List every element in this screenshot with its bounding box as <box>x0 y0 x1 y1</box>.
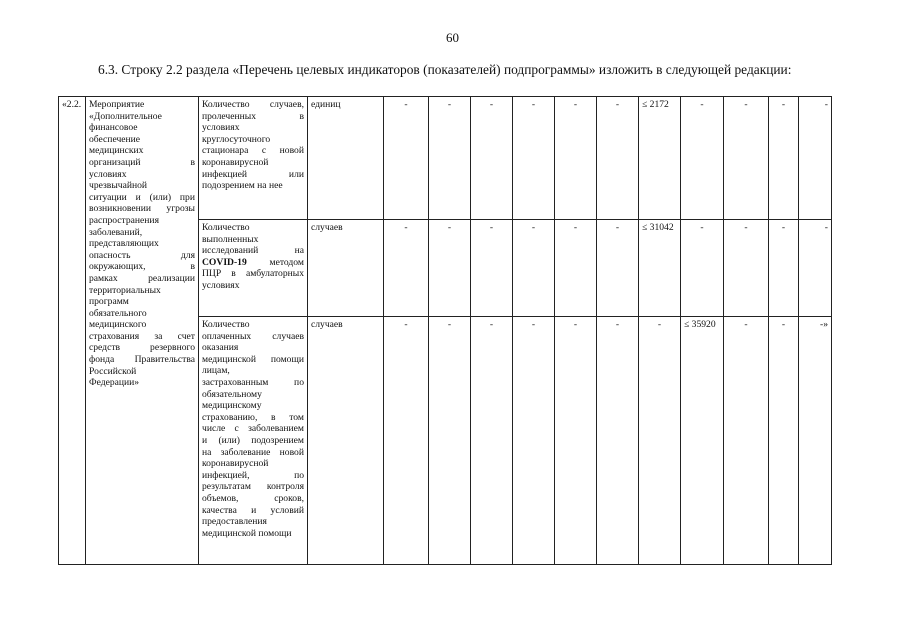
page-number: 60 <box>446 30 459 45</box>
value-cell: - <box>555 220 597 317</box>
value-cell: - <box>384 97 429 220</box>
text-line: Количество <box>202 222 250 233</box>
text-line: лицам, <box>202 365 230 377</box>
text-line: Количество случаев, <box>202 99 304 110</box>
text-line: объемов, сроков, <box>202 492 304 504</box>
text-line: COVID-19 методом <box>202 256 304 268</box>
text-line: рамках реализации <box>89 272 195 284</box>
intro-paragraph: 6.3. Строку 2.2 раздела «Перечень целевых индикаторов (показателей) подпрограммы» изложить в следующей редакции: <box>98 62 792 77</box>
table-row <box>59 97 868 220</box>
value-cell: -» <box>799 317 832 565</box>
value-cell: - <box>724 317 769 565</box>
value-cell: - <box>471 220 513 317</box>
value-cell: - <box>555 317 597 565</box>
text-line: страхованию, в том <box>202 411 304 423</box>
value-cell: - <box>724 97 769 220</box>
text-line: организаций в <box>89 156 195 168</box>
text-line: инфекцией или <box>202 168 304 180</box>
value-cell: - <box>384 317 429 565</box>
value-cell: - <box>681 220 724 317</box>
text-line: Количество <box>202 319 250 330</box>
text-line: медицинского <box>89 319 147 331</box>
text-line: заболеваний, <box>89 226 143 238</box>
text-line: условиях <box>202 279 240 291</box>
value-cell: - <box>384 220 429 317</box>
text-line: условиях <box>89 168 127 180</box>
unit-cell: случаев <box>308 220 384 317</box>
text-line: опасность для <box>89 249 195 261</box>
text-line: финансовое <box>89 122 138 134</box>
text-line: предоставления <box>202 516 267 528</box>
text-line: оказания <box>202 342 239 354</box>
indicator-table <box>58 96 868 565</box>
row-number-cell: «2.2. <box>59 97 86 565</box>
value-cell: - <box>471 97 513 220</box>
text-line: медицинской помощи <box>202 527 292 539</box>
text-line: выполненных <box>202 233 259 245</box>
text-line: оплаченных случаев <box>202 330 304 342</box>
text-line: обеспечение <box>89 133 141 145</box>
text-line: окружающих, в <box>89 261 195 273</box>
text-line: распространения <box>89 214 159 226</box>
value-cell: - <box>769 97 799 220</box>
text-line: результатам контроля <box>202 481 304 493</box>
value-cell: ≤ 31042 <box>639 220 681 317</box>
activity-name-cell <box>86 97 199 565</box>
text-line: территориальных <box>89 284 161 296</box>
value-cell: - <box>724 220 769 317</box>
text-line: обязательного <box>89 307 147 319</box>
value-cell: - <box>429 317 471 565</box>
value-cell: - <box>769 317 799 565</box>
text-line: исследований на <box>202 245 304 257</box>
text-line: ПЦР в амбулаторных <box>202 268 304 280</box>
covid-term: COVID-19 <box>202 256 247 268</box>
value-cell: - <box>429 220 471 317</box>
text-line: программ <box>89 296 129 308</box>
text-line: обязательному <box>202 388 262 400</box>
text-line: качества и условий <box>202 504 304 516</box>
text-line: «Дополнительное <box>89 110 162 122</box>
value-cell: - <box>639 317 681 565</box>
value-cell: - <box>597 317 639 565</box>
text-line: коронавирусной <box>202 156 269 168</box>
value-cell: - <box>681 97 724 220</box>
value-cell: - <box>513 317 555 565</box>
value-cell: - <box>597 97 639 220</box>
text-line: Федерации» <box>89 377 140 389</box>
text-line: на заболевание новой <box>202 446 304 458</box>
text-line: возникновении угрозы <box>89 203 195 215</box>
value-cell: - <box>513 220 555 317</box>
value-cell: - <box>769 220 799 317</box>
text-line: медицинской помощи <box>202 353 304 365</box>
text-line: условиях <box>202 122 240 134</box>
value-cell: ≤ 35920 <box>681 317 724 565</box>
text-line: стационара с новой <box>202 145 304 157</box>
text-line: и (или) подозрением <box>202 434 304 446</box>
text-line: застрахованным по <box>202 376 304 388</box>
value-cell: - <box>555 97 597 220</box>
indicator-name-cell <box>199 317 308 565</box>
value-cell: - <box>597 220 639 317</box>
text-line: чрезвычайной <box>89 180 148 192</box>
text-line: ситуации и (или) при <box>89 191 195 203</box>
value-cell: - <box>799 220 832 317</box>
text-line: медицинских <box>89 145 144 157</box>
text-line: коронавирусной <box>202 458 269 470</box>
text-line: медицинскому <box>202 400 262 412</box>
text-line: фонда Правительства <box>89 354 195 366</box>
value-cell: ≤ 2172 <box>639 97 681 220</box>
value-cell: - <box>429 97 471 220</box>
text-line: Российской <box>89 365 137 377</box>
text-line: пролеченных в <box>202 110 304 122</box>
text-line: средств резервного <box>89 342 195 354</box>
value-cell: - <box>513 97 555 220</box>
unit-cell: случаев <box>308 317 384 565</box>
text-line: инфекцией, по <box>202 469 304 481</box>
text-line: представляющих <box>89 238 159 250</box>
text-line: круглосуточного <box>202 133 271 145</box>
text-line: Мероприятие <box>89 99 145 110</box>
text-line: числе с заболеванием <box>202 423 304 435</box>
indicator-name-cell <box>199 220 308 317</box>
text-line: подозрением на нее <box>202 180 283 192</box>
indicator-name-cell <box>199 97 308 220</box>
value-cell: - <box>471 317 513 565</box>
value-cell: - <box>799 97 832 220</box>
text-line: страхования за счет <box>89 330 195 342</box>
unit-cell: единиц <box>308 97 384 220</box>
